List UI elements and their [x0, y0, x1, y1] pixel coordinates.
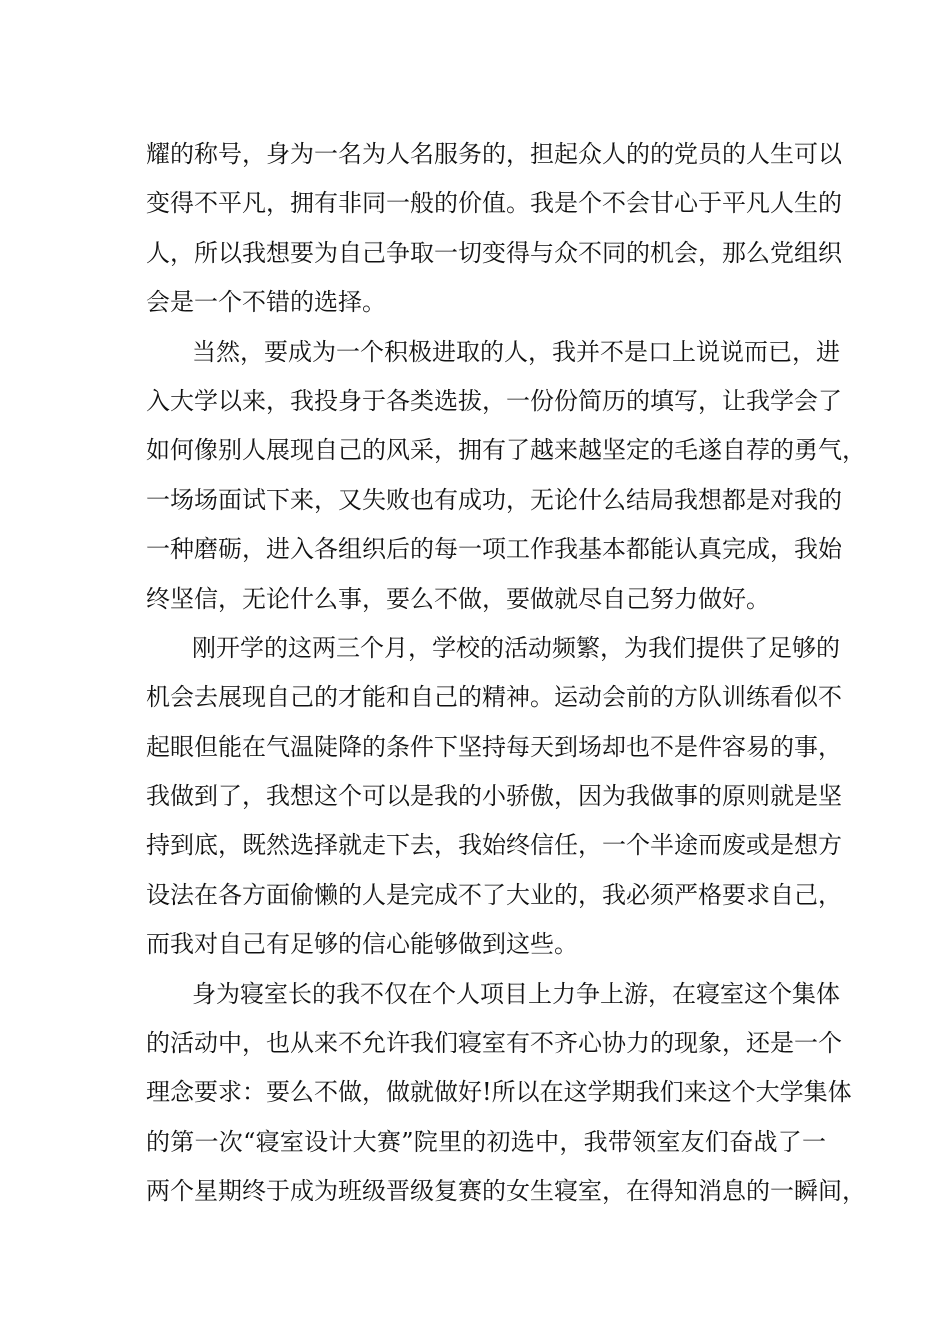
- text-line: 设法在各方面偷懒的人是完成不了大业的，我必须严格要求自己，: [146, 880, 842, 909]
- text-line: 而我对自己有足够的信心能够做到这些。: [146, 930, 578, 959]
- text-line: 终坚信，无论什么事，要么不做，要做就尽自己努力做好。: [146, 584, 770, 613]
- text-line: 身为寝室长的我不仅在个人项目上力争上游，在寝室这个集体: [192, 979, 840, 1008]
- text-line: 起眼但能在气温陡降的条件下坚持每天到场却也不是件容易的事，: [146, 732, 842, 761]
- text-line: 一种磨砺，进入各组织后的每一项工作我基本都能认真完成，我始: [146, 535, 842, 564]
- text-line: 如何像别人展现自己的风采，拥有了越来越坚定的毛遂自荐的勇气，: [146, 436, 866, 465]
- text-line: 理念要求：要么不做，做就做好!所以在这学期我们来这个大学集体: [146, 1078, 852, 1107]
- text-line: 的活动中，也从来不允许我们寝室有不齐心协力的现象，还是一个: [146, 1029, 842, 1058]
- text-line: 我做到了，我想这个可以是我的小骄傲，因为我做事的原则就是坚: [146, 782, 842, 811]
- body-text: [146, 130, 866, 1217]
- text-line: 耀的称号，身为一名为人名服务的，担起众人的的党员的人生可以: [146, 140, 842, 168]
- text-line: 当然，要成为一个积极进取的人，我并不是口上说说而已，进: [192, 337, 840, 366]
- text-line: 一场场面试下来，又失败也有成功，无论什么结局我想都是对我的: [146, 485, 842, 514]
- text-line: 入大学以来，我投身于各类选拔，一份份简历的填写，让我学会了: [146, 386, 842, 415]
- text-line: 两个星期终于成为班级晋级复赛的女生寝室，在得知消息的一瞬间，: [146, 1177, 866, 1206]
- text-line: 的第一次“寝室设计大赛”院里的初选中，我带领室友们奋战了一: [146, 1127, 826, 1156]
- text-line: 会是一个不错的选择。: [146, 288, 386, 317]
- text-line: 刚开学的这两三个月，学校的活动频繁，为我们提供了足够的: [192, 633, 840, 662]
- text-line: 机会去展现自己的才能和自己的精神。运动会前的方队训练看似不: [146, 683, 842, 712]
- text-line: 变得不平凡，拥有非同一般的价值。我是个不会甘心于平凡人生的: [146, 189, 842, 218]
- text-line: 持到底，既然选择就走下去，我始终信任，一个半途而废或是想方: [146, 831, 842, 860]
- text-line: 人，所以我想要为自己争取一切变得与众不同的机会，那么党组织: [146, 238, 842, 267]
